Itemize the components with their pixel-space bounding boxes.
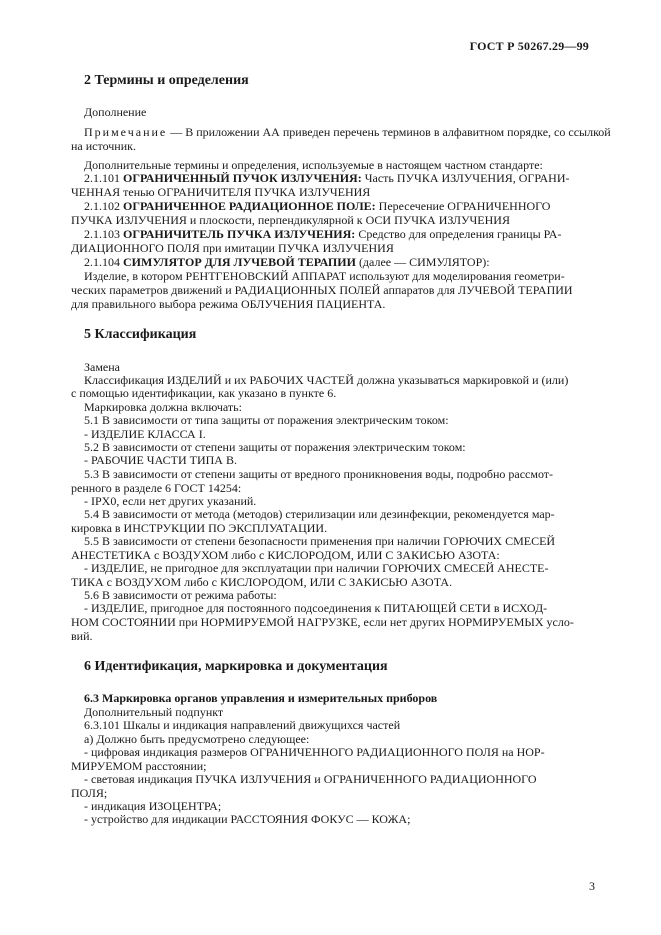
list-item: - ИЗДЕЛИЕ КЛАССА I. — [84, 427, 206, 441]
section-5-heading: 5 Классификация — [84, 327, 197, 342]
list-item: - РАБОЧИЕ ЧАСТИ ТИПА В. — [84, 453, 237, 467]
note-label: Примечание — [84, 125, 168, 139]
term-name: ОГРАНИЧЕННОЕ РАДИАЦИОННОЕ ПОЛЕ: — [123, 199, 376, 213]
term-name: СИМУЛЯТОР ДЛЯ ЛУЧЕВОЙ ТЕРАПИИ — [123, 255, 356, 269]
list-item: - индикация ИЗОЦЕНТРА; — [84, 799, 222, 813]
text-line: вий. — [71, 629, 93, 643]
term-number: 2.1.103 — [84, 227, 123, 241]
text-line: Дополнительные термины и определения, используемые в настоящем частном стандарте: — [84, 158, 543, 172]
term-number: 2.1.104 — [84, 255, 123, 269]
text-line: с помощью идентификации, как указано в пункте 6. — [71, 386, 337, 400]
list-item: - устройство для индикации РАССТОЯНИЯ ФОКУС — КОЖА; — [84, 812, 411, 826]
text-line: Дополнение — [84, 105, 147, 119]
term-line — [84, 255, 598, 269]
text-line: 5.1 В зависимости от типа защиты от поражения электрическим током: — [84, 413, 449, 427]
text-line: НОМ СОСТОЯНИИ при НОРМИРУЕМОЙ НАГРУЗКЕ, если нет других НОРМИРУЕМЫХ усло- — [71, 615, 574, 629]
term-number: 2.1.102 — [84, 199, 123, 213]
text-line: Изделие, в котором РЕНТГЕНОВСКИЙ АППАРАТ используют для моделирования геометри- — [84, 269, 565, 283]
term-line — [84, 171, 598, 185]
text-line: Маркировка должна включать: — [84, 400, 242, 414]
text-line: а) Должно быть предусмотрено следующее: — [84, 732, 310, 746]
text-line: ПОЛЯ; — [71, 786, 108, 800]
text-line: ДИАЦИОННОГО ПОЛЯ при имитации ПУЧКА ИЗЛУЧЕНИЯ — [71, 241, 394, 255]
text-line: для правильного выбора режима ОБЛУЧЕНИЯ ПАЦИЕНТА. — [71, 297, 386, 311]
term-line — [84, 227, 598, 241]
text-line: ЧЕННАЯ тенью ОГРАНИЧИТЕЛЯ ПУЧКА ИЗЛУЧЕНИЯ — [71, 185, 371, 199]
text-line: Замена — [84, 360, 121, 374]
term-text: Средство для определения границы РА- — [355, 227, 562, 241]
term-text: Пересечение ОГРАНИЧЕННОГО — [375, 199, 551, 213]
text-line: 5.3 В зависимости от степени защиты от вредного проникновения воды, подробно рассмот- — [84, 467, 554, 481]
text-line: ренного в разделе 6 ГОСТ 14254: — [71, 481, 242, 495]
term-name: ОГРАНИЧИТЕЛЬ ПУЧКА ИЗЛУЧЕНИЯ: — [123, 227, 356, 241]
term-text: Часть ПУЧКА ИЗЛУЧЕНИЯ, ОГРАНИ- — [361, 171, 570, 185]
term-name: ОГРАНИЧЕННЫЙ ПУЧОК ИЗЛУЧЕНИЯ: — [123, 171, 362, 185]
text-line: МИРУЕМОМ расстоянии; — [71, 759, 207, 773]
text-line: 5.2 В зависимости от степени защиты от поражения электрическим током: — [84, 440, 466, 454]
section-6-heading: 6 Идентификация, маркировка и документация — [84, 659, 388, 674]
text-line: кировка в ИНСТРУКЦИИ ПО ЭКСПЛУАТАЦИИ. — [71, 521, 328, 535]
text-line: 5.4 В зависимости от метода (методов) стерилизации или дезинфекции, рекомендуется мар- — [84, 507, 555, 521]
term-number: 2.1.101 — [84, 171, 123, 185]
list-item: - ИЗДЕЛИЕ, пригодное для постоянного подсоединения к ПИТАЮЩЕЙ СЕТИ в ИСХОД- — [84, 601, 548, 615]
term-line — [84, 199, 598, 213]
text-line: 5.6 В зависимости от режима работы: — [84, 588, 277, 602]
section-2-heading: 2 Термины и определения — [84, 73, 249, 88]
page-number: 3 — [589, 879, 595, 893]
note-line — [84, 125, 611, 139]
text-line: ческих параметров движений и РАДИАЦИОННЫХ ПОЛЕЙ аппаратов для ЛУЧЕВОЙ ТЕРАПИИ — [71, 283, 573, 297]
term-text: (далее — СИМУЛЯТОР): — [355, 255, 490, 269]
standard-header: ГОСТ Р 50267.29—99 — [469, 39, 589, 53]
text-line: 6.3.101 Шкалы и индикация направлений движущихся частей — [84, 718, 401, 732]
text-line: ТИКА с ВОЗДУХОМ либо с КИСЛОРОДОМ, ИЛИ С ЗАКИСЬЮ АЗОТА. — [71, 575, 453, 589]
text-line: Дополнительный подпункт — [84, 705, 224, 719]
text-line: ПУЧКА ИЗЛУЧЕНИЯ и плоскости, перпендикулярной к ОСИ ПУЧКА ИЗЛУЧЕНИЯ — [71, 213, 510, 227]
list-item: - IPX0, если нет других указаний. — [84, 494, 257, 508]
text-line: 5.5 В зависимости от степени безопасности применения при наличии ГОРЮЧИХ СМЕСЕЙ — [84, 534, 556, 548]
note-text: — В приложении АА приведен перечень терминов в алфавитном порядке, со ссылкой — [167, 125, 611, 139]
text-line: АНЕСТЕТИКА с ВОЗДУХОМ либо с КИСЛОРОДОМ, ИЛИ С ЗАКИСЬЮ АЗОТА: — [71, 548, 500, 562]
text-line: на источник. — [71, 139, 136, 153]
list-item: - цифровая индикация размеров ОГРАНИЧЕННОГО РАДИАЦИОННОГО ПОЛЯ на НОР- — [84, 745, 545, 759]
subsection-heading: 6.3 Маркировка органов управления и измерительных приборов — [84, 691, 438, 705]
list-item: - световая индикация ПУЧКА ИЗЛУЧЕНИЯ и ОГРАНИЧЕННОГО РАДИАЦИОННОГО — [84, 772, 537, 786]
text-line: Классификация ИЗДЕЛИЙ и их РАБОЧИХ ЧАСТЕЙ должна указываться маркировкой и (или) — [84, 373, 569, 387]
list-item: - ИЗДЕЛИЕ, не пригодное для эксплуатации при наличии ГОРЮЧИХ СМЕСЕЙ АНЕСТЕ- — [84, 561, 549, 575]
